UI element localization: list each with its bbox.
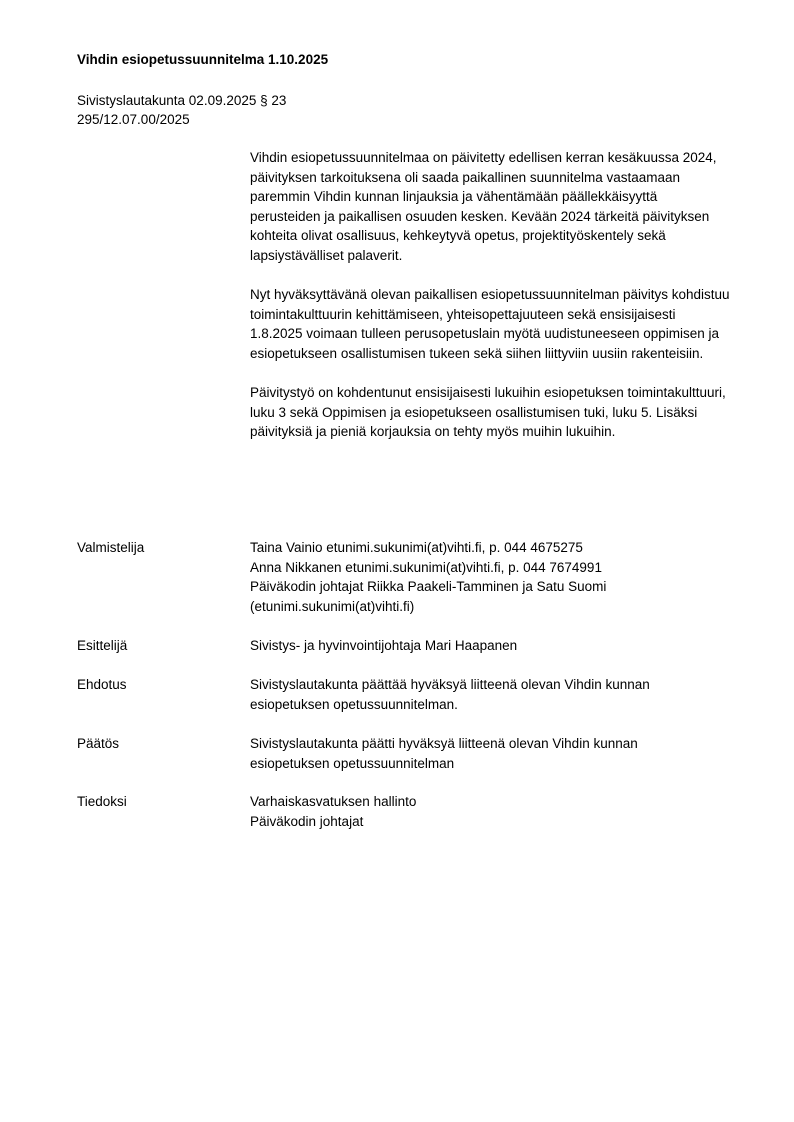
paragraph-3: Päivitystyö on kohdentunut ensisijaisesti lukuihin esiopetuksen toimintakulttuuri, luku 3 sekä Oppimisen ja esiopetukseen osallistumisen tuki, luku 5. Lisäksi päivityksiä ja pieniä korjauksia on tehty myös muihin lukuihin. bbox=[250, 385, 726, 440]
recipient-line: Varhaiskasvatuksen hallinto bbox=[250, 794, 417, 809]
section-value bbox=[250, 734, 730, 773]
section-value bbox=[250, 675, 730, 714]
section-value bbox=[250, 538, 730, 616]
section-label: Tiedoksi bbox=[77, 794, 127, 809]
section-label: Ehdotus bbox=[77, 677, 127, 692]
decision-line: esiopetuksen opetussuunnitelman bbox=[250, 755, 455, 771]
section-value bbox=[250, 636, 730, 656]
document-meta bbox=[77, 91, 286, 129]
preparer-line: (etunimi.sukunimi(at)vihti.fi) bbox=[250, 598, 415, 614]
recipient-line: Päiväkodin johtajat bbox=[250, 813, 364, 829]
proposal-line: Sivistyslautakunta päättää hyväksyä liitteenä olevan Vihdin kunnan bbox=[250, 677, 650, 692]
proposal-line: esiopetuksen opetussuunnitelman. bbox=[250, 696, 458, 712]
section-label: Esittelijä bbox=[77, 638, 128, 653]
section-label: Valmistelija bbox=[77, 540, 145, 555]
paragraph-1: Vihdin esiopetussuunnitelmaa on päivitetty edellisen kerran kesäkuussa 2024, päivityksen tarkoituksena oli saada paikallinen suunnitelma vastaamaan paremmin Vihdin kunnan linjauksia ja vähentämään päällekkäisyyttä perusteiden ja paikallisen osuuden kesken. Kevään 2024 tärkeitä päivityksen kohteita olivat osallisuus, kehkeytyvä opetus, projektityöskentely sekä lapsiystävälliset palaverit. bbox=[250, 150, 717, 263]
section-value bbox=[250, 792, 730, 831]
preparer-line: Anna Nikkanen etunimi.sukunimi(at)vihti.fi, p. 044 7674991 bbox=[250, 559, 602, 575]
body-text bbox=[250, 148, 730, 462]
record-number: 295/12.07.00/2025 bbox=[77, 112, 190, 127]
decision-line: Sivistyslautakunta päätti hyväksyä liitteenä olevan Vihdin kunnan bbox=[250, 736, 638, 751]
preparer-line: Päiväkodin johtajat Riikka Paakeli-Tamminen ja Satu Suomi bbox=[250, 579, 607, 594]
section-label: Päätös bbox=[77, 736, 120, 751]
meeting-reference: Sivistyslautakunta 02.09.2025 § 23 bbox=[77, 93, 287, 108]
preparer-line: Taina Vainio etunimi.sukunimi(at)vihti.fi, p. 044 4675275 bbox=[250, 540, 583, 555]
document-title: Vihdin esiopetussuunnitelma 1.10.2025 bbox=[77, 52, 329, 67]
paragraph-2: Nyt hyväksyttävänä olevan paikallisen esiopetussuunnitelman päivitys kohdistuu toimintakulttuurin kehittämiseen, yhteisopettajuuteen sekä ensisijaisesti 1.8.2025 voimaan tulleen perusopetuslain myötä uudistuneeseen oppimisen ja esiopetukseen osallistumisen tukeen sekä siihen liittyviin uusiin rakenteisiin. bbox=[250, 287, 730, 361]
presenter-line: Sivistys- ja hyvinvointijohtaja Mari Haapanen bbox=[250, 638, 518, 653]
